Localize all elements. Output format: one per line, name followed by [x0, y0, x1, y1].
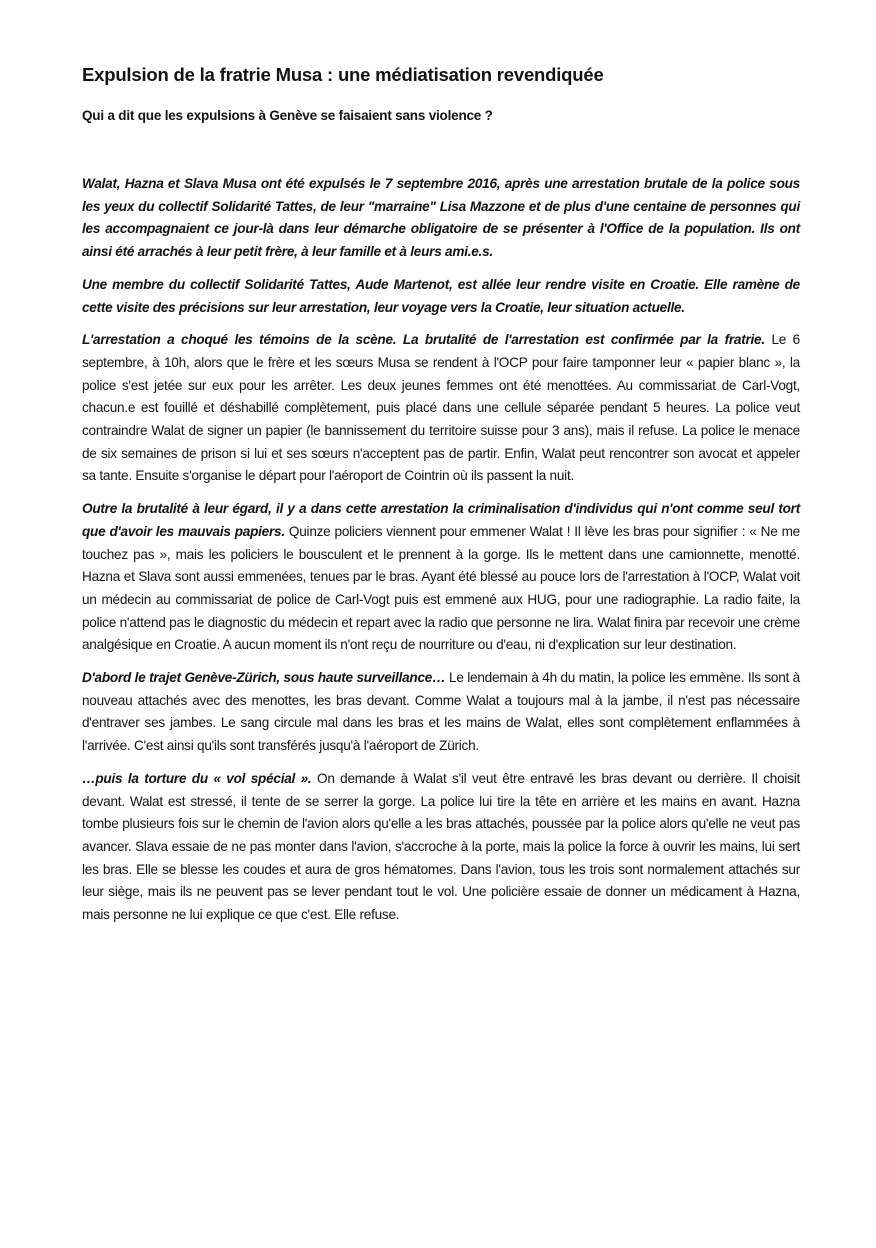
paragraph-lead: …puis la torture du « vol spécial ». — [82, 770, 312, 786]
paragraph-transfer — [82, 667, 800, 758]
paragraph-criminalisation — [82, 498, 800, 657]
document-subtitle: Qui a dit que les expulsions à Genève se faisaient sans violence ? — [82, 108, 493, 123]
paragraph-visit — [82, 274, 800, 319]
document-title: Expulsion de la fratrie Musa : une médiatisation revendiquée — [82, 64, 604, 85]
paragraph-text: Le lendemain à 4h du matin, la police les emmène. Ils sont à nouveau attachés avec des menottes, les bras devant. Comme Walat a toujours mal à la jambe, il n'est pas nécessaire d'entraver ses jambes. Le sang circule mal dans les bras et les mains de Walat, elles sont complètement enflammées à l'arrivée. C'est ainsi qu'ils sont transférés jusqu'à l'aéroport de Zürich. — [82, 670, 800, 754]
paragraph-text: Walat, Hazna et Slava Musa ont été expulsés le 7 septembre 2016, après une arrestation brutale de la police sous les yeux du collectif Solidarité Tattes, de leur "marraine" Lisa Mazzone et de plus d'une centaine de personnes qui les accompagnaient ce jour-là dans leur démarche obligatoire de se présenter à l'Office de la population. Ils ont ainsi été arrachés à leur petit frère, à leur famille et à leurs ami.e.s. — [82, 176, 800, 260]
paragraph-special-flight — [82, 768, 800, 927]
paragraph-lead: D'abord le trajet Genève-Zürich, sous haute surveillance… — [82, 670, 446, 686]
paragraph-arrest — [82, 329, 800, 488]
paragraph-text: Une membre du collectif Solidarité Tattes, Aude Martenot, est allée leur rendre visite en Croatie. Elle ramène de cette visite des précisions sur leur arrestation, leur voyage vers la Croatie, leur situation actuelle. — [82, 276, 800, 315]
paragraph-text: On demande à Walat s'il veut être entravé les bras devant ou derrière. Il choisit devant. Walat est stressé, il tente de se serrer la gorge. La police lui tire la tête en arrière et les mains en avant. Hazna tombe plusieurs fois sur le chemin de l'avion alors qu'elle a les bras attachés, poussée par la police alors qu'elle ne veut pas avancer. Slava essaie de ne pas monter dans l'avion, s'accroche à la porte, mais la police la force à ouvrir les mains, lui sert les bras. Elle se blesse les coudes et aura de gros hématomes. Dans l'avion, tous les trois sont normalement attachés sur leur siège, mais ils ne peuvent pas se lever pendant tout le vol. Une policière essaie de donner un médicament à Hazna, mais personne ne lui explique ce que c'est. Elle refuse. — [82, 770, 801, 923]
paragraph-text: Quinze policiers viennent pour emmener Walat ! Il lève les bras pour signifier : « Ne me touchez pas », mais les policiers le bousculent et le prennent à la gorge. Ils le mettent dans une camionnette, menotté. Hazna et Slava sont aussi emmenées, tenues par le bras. Ayant été blessé au pouce lors de l'arrestation à l'OCP, Walat voit un médecin au commissariat de police de Carl-Vogt puis est emmené aux HUG, pour une radiographie. La radio faite, la police n'attend pas le diagnostic du médecin et repart avec la radio que personne ne lira. Walat finira par recevoir une crème analgésique en Croatie. A aucun moment ils n'ont reçu de nourriture ou d'eau, ni d'explication sur leur destination. — [82, 523, 800, 653]
document-page — [82, 62, 800, 937]
paragraph-lead: Outre la brutalité à leur égard, il y a dans cette arrestation la criminalisation d'individus qui n'ont comme seul tort que d'avoir les mauvais papiers. — [82, 501, 800, 539]
document-body — [82, 173, 800, 927]
paragraph-lead: L'arrestation a choqué les témoins de la scène. La brutalité de l'arrestation est confirmée par la fratrie. — [82, 332, 765, 348]
paragraph-intro — [82, 173, 800, 264]
paragraph-text: Le 6 septembre, à 10h, alors que le frère et les sœurs Musa se rendent à l'OCP pour faire tamponner leur « papier blanc », la police s'est jetée sur eux pour les arrêter. Les deux jeunes femmes ont été menottées. Au commissariat de Carl-Vogt, chacun.e est fouillé et déshabillé complètement, puis placé dans une cellule séparée pendant 5 heures. La police veut contraindre Walat de signer un papier (le bannissement du territoire suisse pour 3 ans), mais il refuse. La police le menace de six semaines de prison si lui et ses sœurs n'acceptent pas de partir. Enfin, Walat peut rencontrer son avocat et appeler sa tante. Ensuite s'organise le départ pour l'aéroport de Cointrin où ils passent la nuit. — [82, 332, 800, 484]
